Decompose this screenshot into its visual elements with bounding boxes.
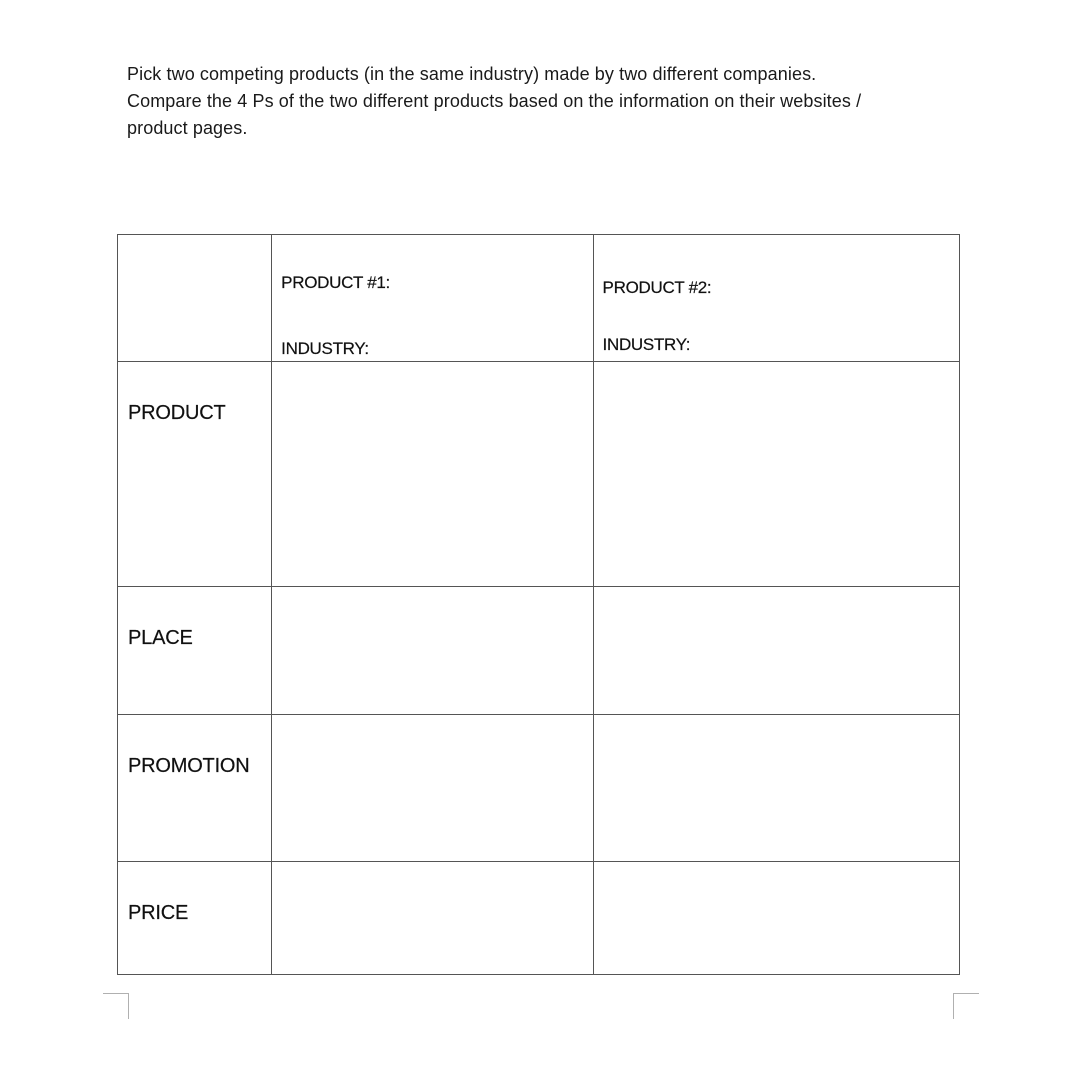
- header-empty-cell: [118, 235, 272, 362]
- product-1-place-cell[interactable]: [272, 587, 593, 715]
- product-1-industry-label: INDUSTRY:: [281, 339, 369, 358]
- product-1-product-cell[interactable]: [272, 362, 593, 587]
- row-label-cell: [118, 862, 272, 975]
- table-header-row: [118, 235, 960, 362]
- row-label-promotion: PROMOTION: [128, 755, 250, 777]
- page-margin-corner-mark-right: [953, 993, 979, 1019]
- header-product-2-cell[interactable]: [593, 235, 959, 362]
- product-2-place-cell[interactable]: [593, 587, 959, 715]
- product-2-label: PRODUCT #2:: [602, 278, 712, 297]
- row-label-cell: [118, 362, 272, 587]
- product-2-industry-label: INDUSTRY:: [602, 335, 691, 354]
- product-2-promotion-cell[interactable]: [593, 715, 959, 862]
- instructions-line-2: Compare the 4 Ps of the two different products based on the information on their websites /: [127, 91, 862, 111]
- row-label-place: PLACE: [128, 627, 193, 649]
- table-row-place: [118, 587, 960, 715]
- instructions-line-1: Pick two competing products (in the same industry) made by two different companies.: [127, 64, 817, 84]
- instructions: [127, 61, 947, 142]
- table-row-promotion: [118, 715, 960, 862]
- instructions-line-3: product pages.: [127, 118, 248, 138]
- product-1-price-cell[interactable]: [272, 862, 593, 975]
- row-label-cell: [118, 587, 272, 715]
- header-product-1-cell[interactable]: [272, 235, 593, 362]
- table-row-product: [118, 362, 960, 587]
- product-1-promotion-cell[interactable]: [272, 715, 593, 862]
- row-label-price: PRICE: [128, 902, 189, 924]
- product-2-price-cell[interactable]: [593, 862, 959, 975]
- four-ps-comparison-table: [117, 234, 960, 975]
- page-margin-corner-mark-left: [103, 993, 129, 1019]
- table-row-price: [118, 862, 960, 975]
- row-label-cell: [118, 715, 272, 862]
- product-2-product-cell[interactable]: [593, 362, 959, 587]
- row-label-product: PRODUCT: [128, 402, 226, 424]
- product-1-label: PRODUCT #1:: [281, 273, 390, 292]
